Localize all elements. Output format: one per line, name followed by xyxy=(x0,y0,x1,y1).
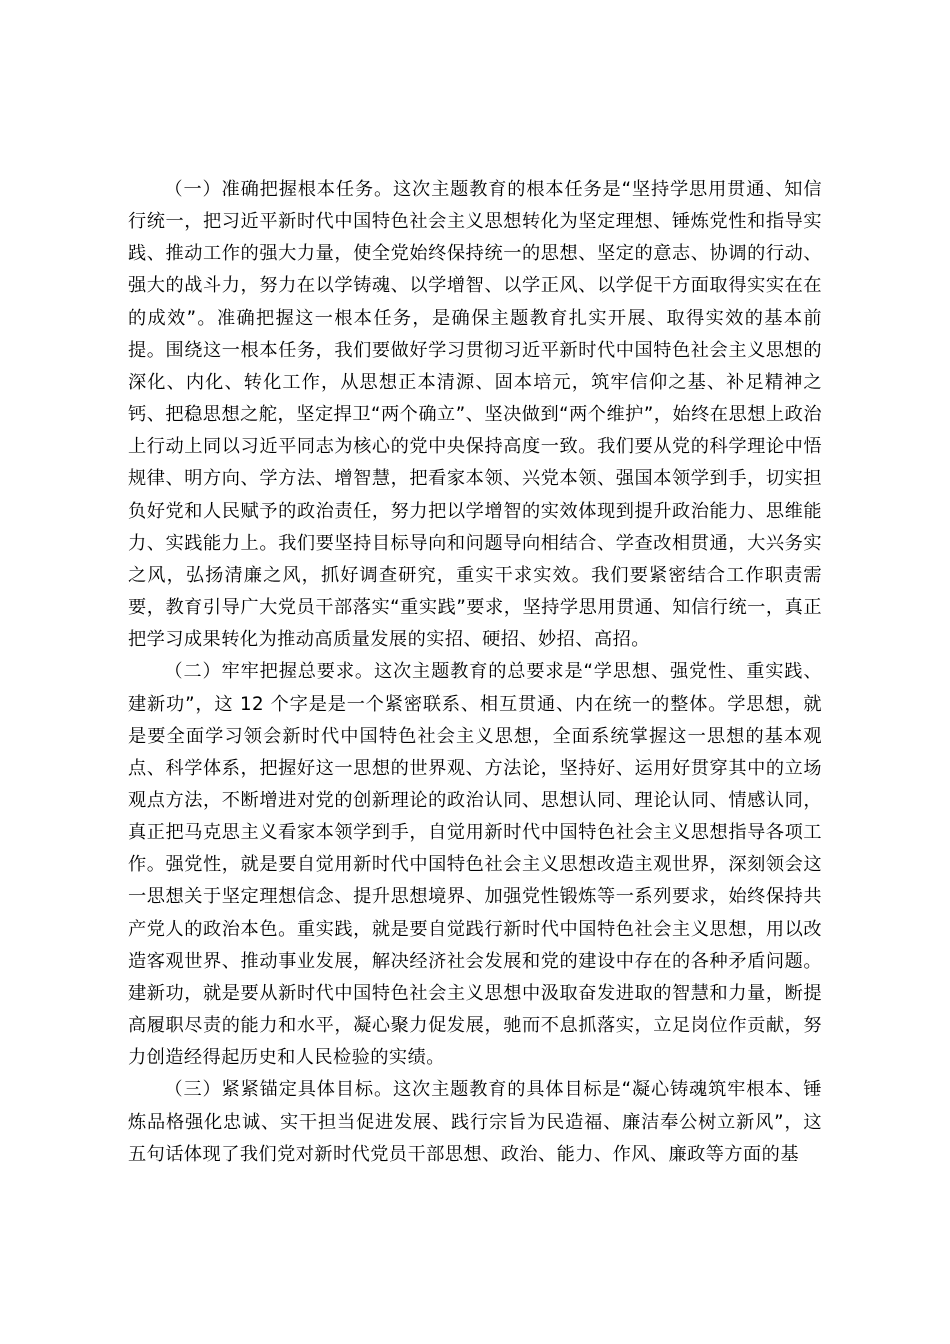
paragraph-specific-goals: （三）紧紧锚定具体目标。这次主题教育的具体目标是“凝心铸魂筑牢根本、锤炼品格强化忠诚、实干担当促进发展、践行宗旨为民造福、廉洁奉公树立新风”，这五句话体现了我们党对新时代党员干部思想、政治、能力、作风、廉政等方面的基 xyxy=(128,1079,822,1165)
paragraph-fundamental-task: （一）准确把握根本任务。这次主题教育的根本任务是“坚持学思用贯通、知信行统一，把习近平新时代中国特色社会主义思想转化为坚定理想、锤炼党性和指导实践、推动工作的强大力量，使全党始终保持统一的思想、坚定的意志、协调的行动、强大的战斗力，努力在以学铸魂、以学增智、以学正风、以学促干方面取得实实在在的成效”。准确把握这一根本任务，是确保主题教育扎实开展、取得实效的基本前提。围绕这一根本任务，我们要做好学习贯彻习近平新时代中国特色社会主义思想的深化、内化、转化工作，从思想正本清源、固本培元，筑牢信仰之基、补足精神之钙、把稳思想之舵，坚定捍卫“两个确立”、坚决做到“两个维护”，始终在思想上政治上行动上同以习近平同志为核心的党中央保持高度一致。我们要从党的科学理论中悟规律、明方向、学方法、增智慧，把看家本领、兴党本领、强国本领学到手，切实担负好党和人民赋予的政治责任，努力把以学增智的实效体现到提升政治能力、思维能力、实践能力上。我们要坚持目标导向和问题导向相结合、学查改相贯通，大兴务实之风，弘扬清廉之风，抓好调查研究，重实干求实效。我们要紧密结合工作职责需要，教育引导广大党员干部落实“重实践”要求，坚持学思用贯通、知信行统一，真正把学习成果转化为推动高质量发展的实招、硬招、妙招、高招。 xyxy=(128,179,822,651)
paragraph-general-requirement: （二）牢牢把握总要求。这次主题教育的总要求是“学思想、强党性、重实践、建新功”，这 12 个字是是一个紧密联系、相互贯通、内在统一的整体。学思想，就是要全面学习领会新时代中国特色社会主义思想，全面系统掌握这一思想的基本观点、科学体系，把握好这一思想的世界观、方法论，坚持好、运用好贯穿其中的立场观点方法，不断增进对党的创新理论的政治认同、思想认同、理论认同、情感认同，真正把马克思主义看家本领学到手，自觉用新时代中国特色社会主义思想指导各项工作。强党性，就是要自觉用新时代中国特色社会主义思想改造主观世界，深刻领会这一思想关于坚定理想信念、提升思想境界、加强党性锻炼等一系列要求，始终保持共产党人的政治本色。重实践，就是要自觉践行新时代中国特色社会主义思想，用以改造客观世界、推动事业发展，解决经济社会发展和党的建设中存在的各种矛盾问题。建新功，就是要从新时代中国特色社会主义思想中汲取奋发进取的智慧和力量，断提高履职尽责的能力和水平，凝心聚力促发展，驰而不息抓落实，立足岗位作贡献，努力创造经得起历史和人民检验的实绩。 xyxy=(128,661,822,1069)
document-body xyxy=(128,174,822,1171)
